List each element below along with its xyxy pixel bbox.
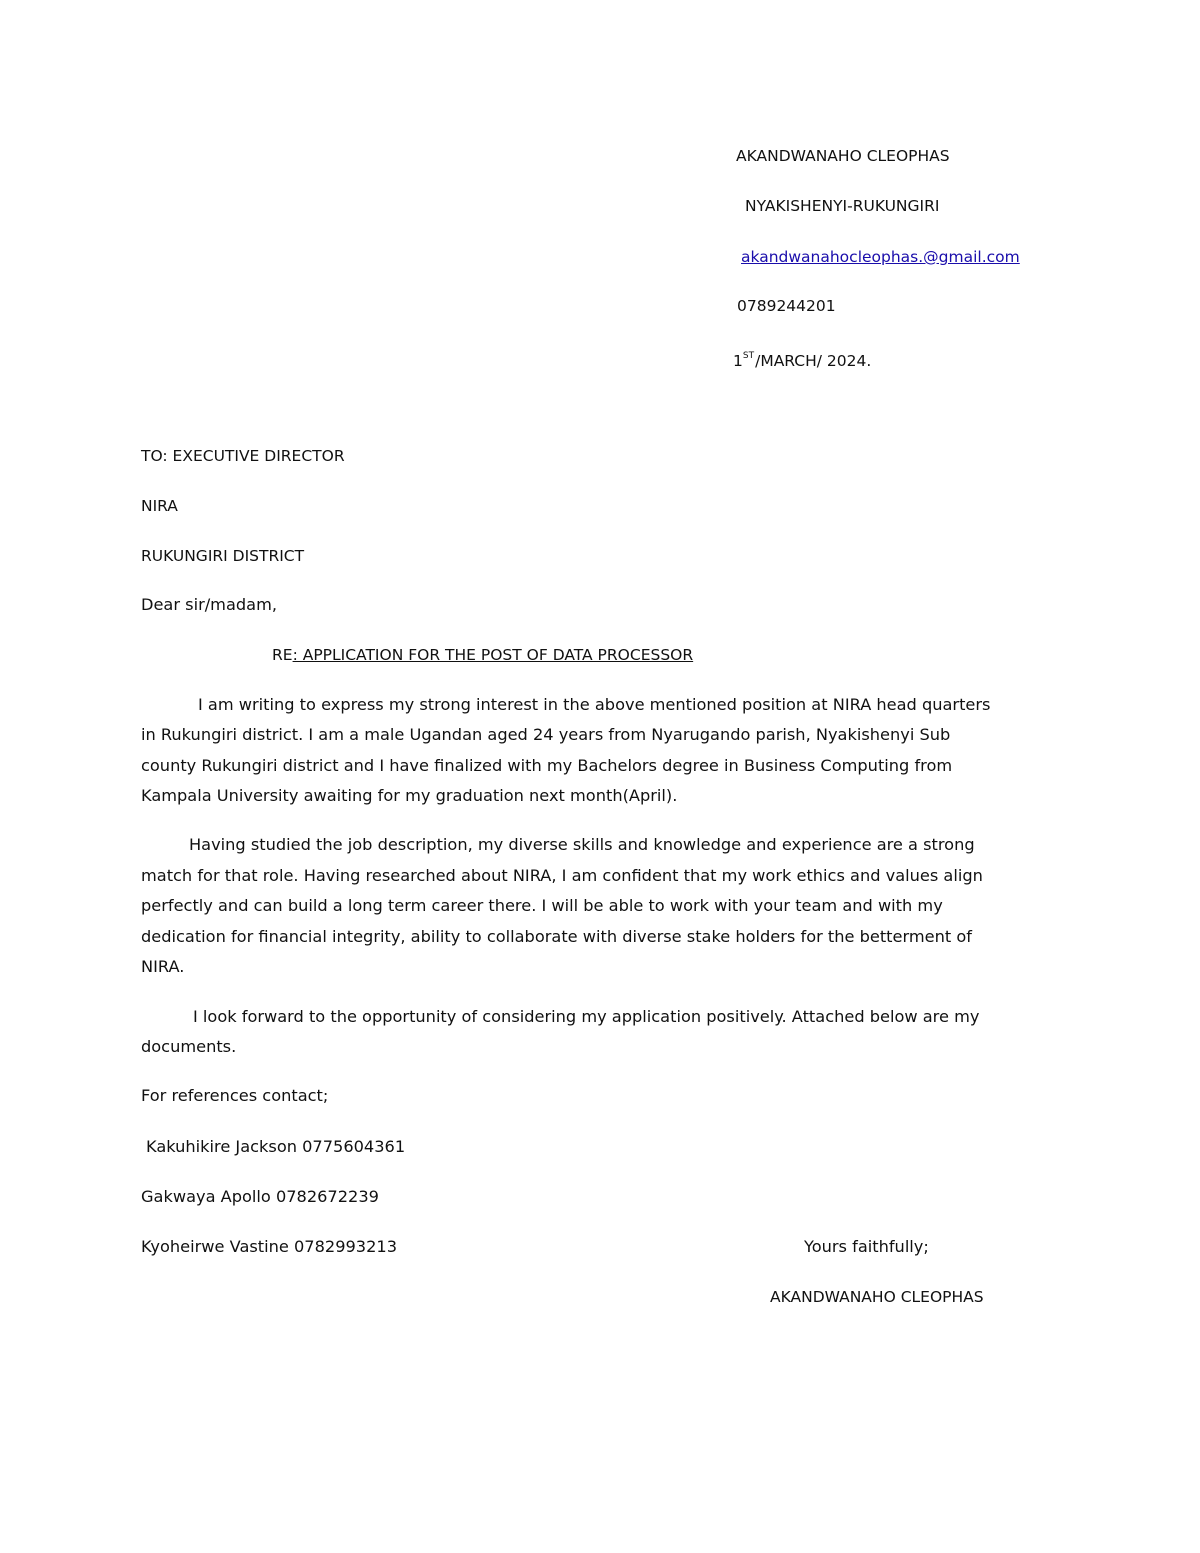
- recipient-line-1: TO: EXECUTIVE DIRECTOR: [141, 447, 345, 465]
- paragraph-1-line: I am writing to express my strong interest in the above mentioned position at NIRA head quarters: [198, 695, 991, 714]
- subject-text: : APPLICATION FOR THE POST OF DATA PROCESSOR: [292, 646, 694, 664]
- signature-name: AKANDWANAHO CLEOPHAS: [770, 1288, 984, 1306]
- paragraph-2-line: NIRA.: [141, 957, 185, 976]
- closing: Yours faithfully;: [804, 1237, 929, 1256]
- sender-address: NYAKISHENYI-RUKUNGIRI: [745, 197, 940, 215]
- letter-date: [733, 345, 871, 372]
- paragraph-2-line: perfectly and can build a long term career there. I will be able to work with your team and with my: [141, 896, 943, 915]
- reference-item: Kakuhikire Jackson 0775604361: [146, 1137, 406, 1156]
- salutation: Dear sir/madam,: [141, 595, 277, 614]
- sender-email-link[interactable]: akandwanahocleophas.@gmail.com: [741, 248, 1020, 266]
- recipient-line-2: NIRA: [141, 497, 178, 515]
- recipient-line-3: RUKUNGIRI DISTRICT: [141, 547, 305, 565]
- subject-prefix: RE: [272, 646, 293, 664]
- paragraph-1-line: county Rukungiri district and I have finalized with my Bachelors degree in Business Computing from: [141, 756, 953, 775]
- paragraph-2-line: match for that role. Having researched about NIRA, I am confident that my work ethics and values align: [141, 866, 983, 885]
- subject-line: [272, 644, 693, 666]
- reference-item: Gakwaya Apollo 0782672239: [141, 1187, 379, 1206]
- sender-phone: 0789244201: [737, 297, 836, 315]
- paragraph-3-line: documents.: [141, 1037, 237, 1056]
- paragraph-2-line: Having studied the job description, my diverse skills and knowledge and experience are a strong: [189, 835, 975, 854]
- date-suffix: ST: [742, 351, 755, 361]
- date-day: 1: [733, 352, 743, 370]
- date-rest: /MARCH/ 2024.: [755, 352, 872, 370]
- paragraph-3-line: I look forward to the opportunity of considering my application positively. Attached below are my: [193, 1007, 980, 1026]
- paragraph-2-line: dedication for financial integrity, ability to collaborate with diverse stake holders for the betterment of: [141, 927, 972, 946]
- paragraph-1-line: in Rukungiri district. I am a male Ugandan aged 24 years from Nyarugando parish, Nyakishenyi Sub: [141, 725, 951, 744]
- sender-name: AKANDWANAHO CLEOPHAS: [736, 147, 950, 165]
- paragraph-1-line: Kampala University awaiting for my graduation next month(April).: [141, 786, 678, 805]
- reference-item: Kyoheirwe Vastine 0782993213: [141, 1237, 398, 1256]
- references-intro: For references contact;: [141, 1086, 329, 1105]
